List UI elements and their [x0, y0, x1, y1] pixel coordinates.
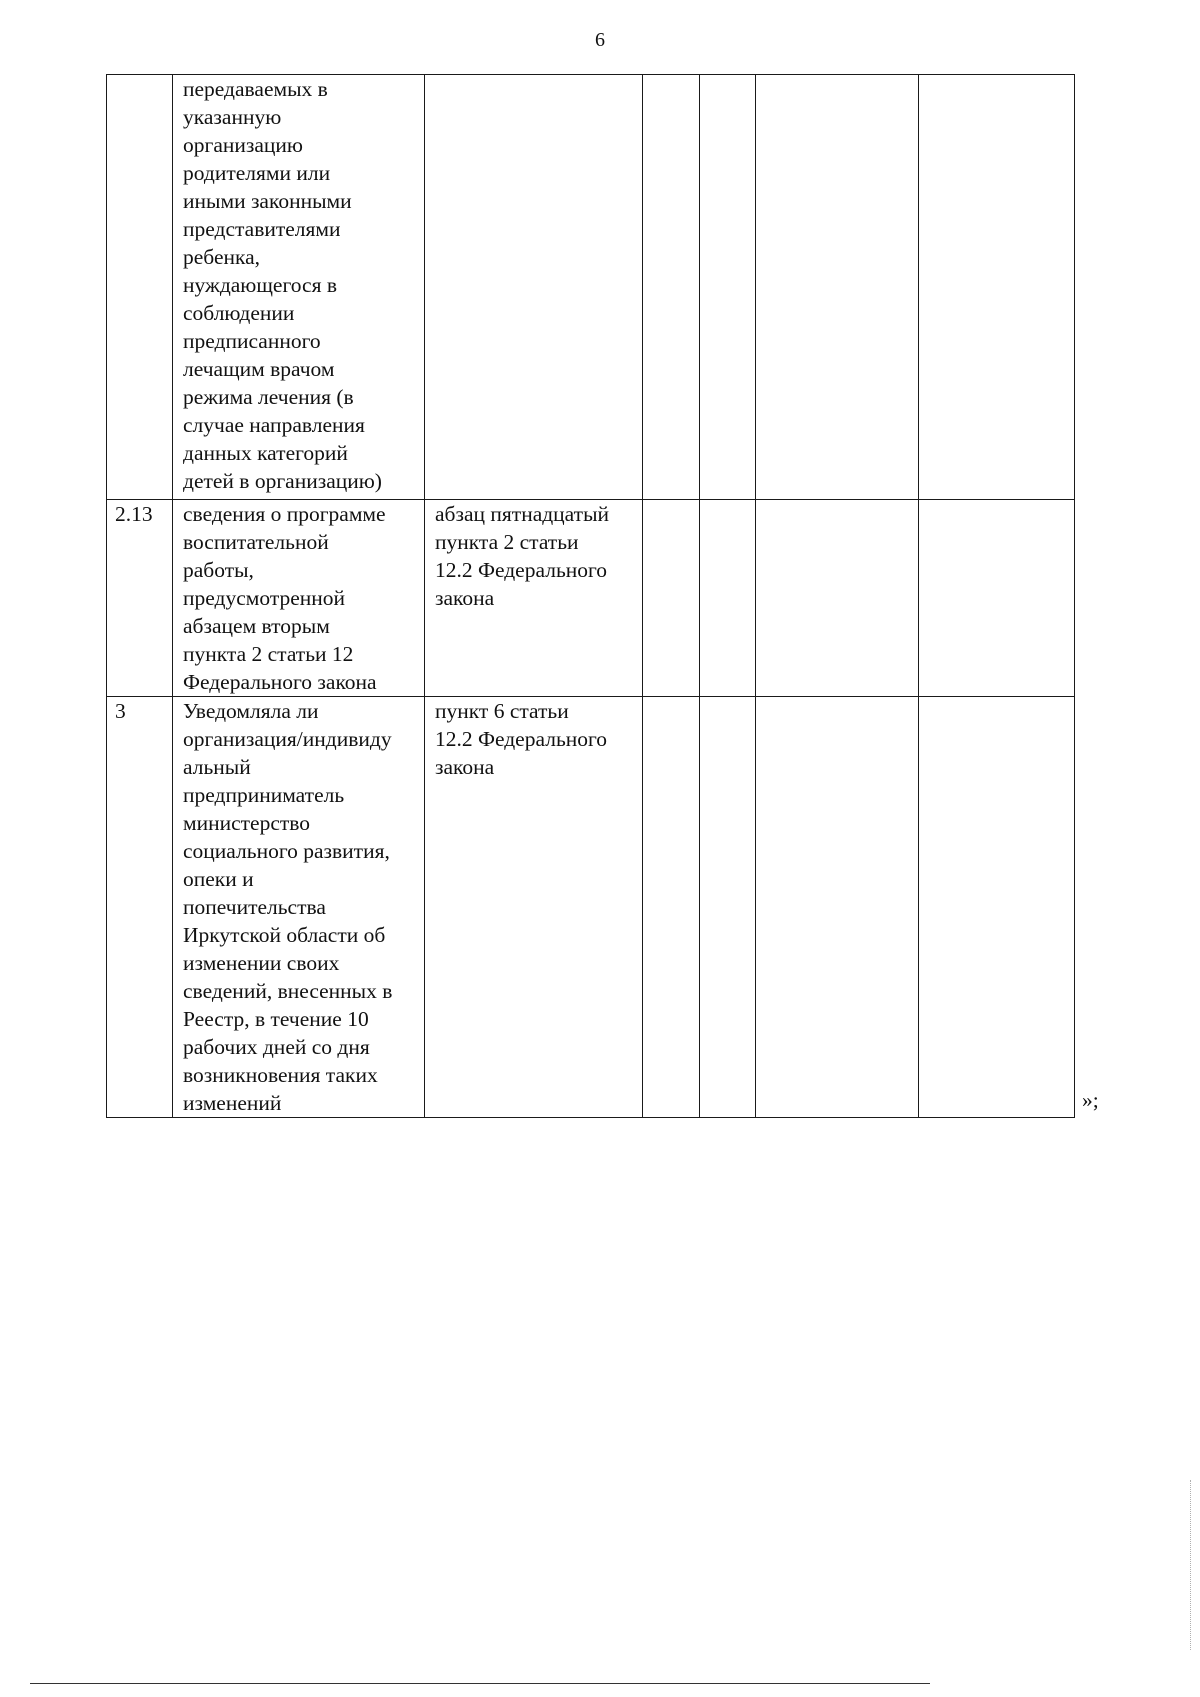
requirement-text-line: родителями или [183, 161, 331, 185]
requirement-text-line: рабочих дней со дня [183, 1035, 370, 1059]
requirement-text-line: возникновения таких [183, 1063, 378, 1087]
item-number-cell [107, 75, 173, 500]
requirement-text-line: Федерального закона [183, 670, 377, 694]
notes-cell [919, 697, 1075, 1118]
requirement-text-line: сведения о программе [183, 502, 386, 526]
requirement-text-line: детей в организацию) [183, 469, 382, 493]
requirement-text-line: соблюдении [183, 301, 295, 325]
requirement-text-line: изменений [183, 1091, 282, 1115]
requirement-text-line: организация/индивиду [183, 727, 392, 751]
legal-reference-cell [425, 697, 643, 1118]
requirement-text-line: работы, [183, 558, 254, 582]
scan-edge-artifact [1190, 1480, 1191, 1650]
requirement-text-line: пункта 2 статьи 12 [183, 642, 354, 666]
item-number-cell: 3 [107, 697, 173, 1118]
requirement-text-line: нуждающегося в [183, 273, 337, 297]
requirement-text-line: предприниматель [183, 783, 345, 807]
requirement-text-line: Уведомляла ли [183, 699, 319, 723]
requirement-text-line: абзацем вторым [183, 614, 330, 638]
closing-quote-mark: »; [1082, 1088, 1099, 1112]
item-number-cell: 2.13 [107, 500, 173, 697]
answer-yes-cell [643, 697, 700, 1118]
answer-yes-cell [643, 500, 700, 697]
reference-text-line: закона [435, 586, 495, 610]
requirement-text-line: министерство [183, 811, 311, 835]
requirement-text-line: опеки и [183, 867, 254, 891]
requirement-text-line: режима лечения (в [183, 385, 354, 409]
requirement-text-line: изменении своих [183, 951, 340, 975]
requirement-text-line: представителями [183, 217, 341, 241]
table-row-3 [107, 697, 1075, 1118]
requirement-text-line: указанную [183, 105, 282, 129]
requirement-cell [173, 500, 425, 697]
answer-not-applicable-cell [756, 500, 919, 697]
requirement-cell [173, 75, 425, 500]
requirement-text-line: сведений, внесенных в [183, 979, 393, 1003]
reference-text-line: абзац пятнадцатый [435, 502, 610, 526]
footer-rule [30, 1683, 930, 1684]
requirement-text-line: воспитательной [183, 530, 329, 554]
requirement-text-line: социального развития, [183, 839, 390, 863]
notes-cell [919, 75, 1075, 500]
requirement-text-line: предусмотренной [183, 586, 346, 610]
requirement-text-line: ребенка, [183, 245, 261, 269]
reference-text-line: пункта 2 статьи [435, 530, 579, 554]
reference-text-line: 12.2 Федерального [435, 558, 608, 582]
reference-text-line: пункт 6 статьи [435, 699, 569, 723]
legal-reference-cell [425, 500, 643, 697]
checklist-table [106, 74, 1075, 1118]
answer-no-cell [700, 697, 756, 1118]
requirement-text-line: предписанного [183, 329, 321, 353]
answer-not-applicable-cell [756, 75, 919, 500]
requirement-text-line: данных категорий [183, 441, 348, 465]
requirement-text-line: случае направления [183, 413, 365, 437]
answer-yes-cell [643, 75, 700, 500]
reference-text-line: закона [435, 755, 495, 779]
requirement-text-line: передаваемых в [183, 77, 328, 101]
answer-not-applicable-cell [756, 697, 919, 1118]
answer-no-cell [700, 75, 756, 500]
answer-no-cell [700, 500, 756, 697]
requirement-text-line: попечительства [183, 895, 326, 919]
requirement-text-line: Реестр, в течение 10 [183, 1007, 369, 1031]
page-number: 6 [595, 29, 605, 51]
requirement-text-line: альный [183, 755, 251, 779]
table-row-2-13 [107, 500, 1075, 697]
reference-text-line: 12.2 Федерального [435, 727, 608, 751]
requirement-cell [173, 697, 425, 1118]
requirement-text-line: лечащим врачом [183, 357, 335, 381]
notes-cell [919, 500, 1075, 697]
legal-reference-cell [425, 75, 643, 500]
requirement-text-line: организацию [183, 133, 303, 157]
table-row-continuation [107, 75, 1075, 500]
requirement-text-line: иными законными [183, 189, 352, 213]
requirement-text-line: Иркутской области об [183, 923, 386, 947]
